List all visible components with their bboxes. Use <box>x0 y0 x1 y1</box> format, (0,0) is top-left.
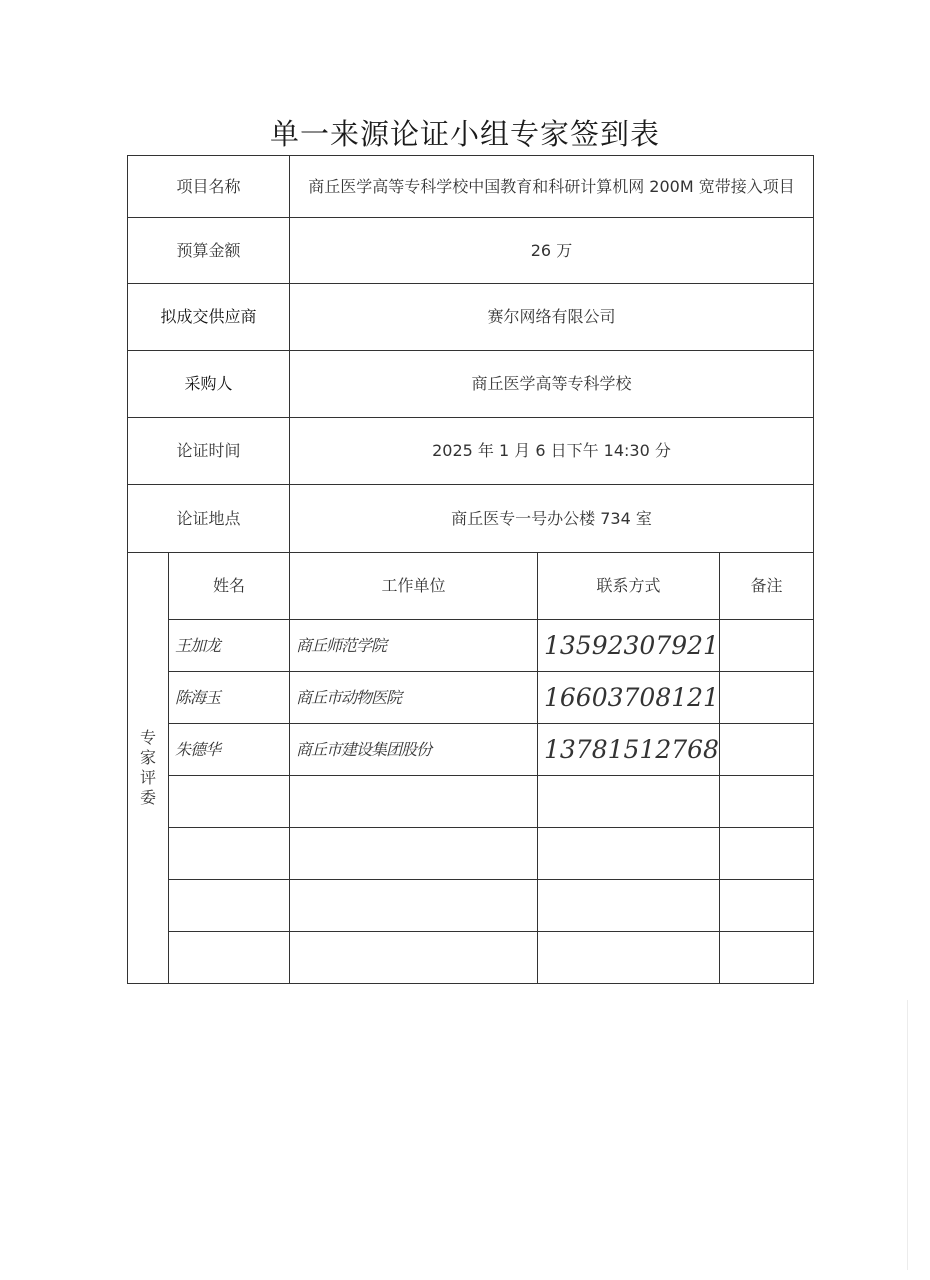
group-label-char: 评 <box>139 768 156 787</box>
purchaser-value: 商丘医学高等专科学校 <box>290 351 814 418</box>
header-contact: 联系方式 <box>538 553 720 620</box>
supplier-value: 赛尔网络有限公司 <box>290 284 814 351</box>
table-row <box>128 932 814 984</box>
header-unit: 工作单位 <box>290 553 538 620</box>
table-row <box>128 620 814 672</box>
expert-contact-cell <box>538 828 720 880</box>
expert-name-cell <box>169 828 290 880</box>
expert-contact-cell <box>538 776 720 828</box>
expert-remark <box>719 620 813 672</box>
expert-contact-handwritten: 13592307921 <box>538 620 720 672</box>
expert-remark <box>719 932 813 984</box>
expert-contact-cell <box>538 880 720 932</box>
form-title: 单一来源论证小组专家签到表 <box>269 117 660 151</box>
expert-name-signature: 陈海玉 <box>169 672 290 724</box>
expert-name-signature: 朱德华 <box>169 724 290 776</box>
expert-unit-handwritten: 商丘市建设集团股份 <box>290 724 538 776</box>
row-budget <box>128 218 814 284</box>
expert-unit-handwritten: 商丘市动物医院 <box>290 672 538 724</box>
table-row <box>128 880 814 932</box>
row-project-name <box>128 156 814 218</box>
expert-name-cell <box>169 880 290 932</box>
group-label-char: 家 <box>139 748 156 767</box>
table-row <box>128 672 814 724</box>
expert-unit-cell <box>290 932 538 984</box>
table-row <box>128 828 814 880</box>
group-label-char: 专 <box>139 728 156 747</box>
row-location <box>128 485 814 553</box>
project-name-value: 商丘医学高等专科学校中国教育和科研计算机网 200M 宽带接入项目 <box>290 156 814 218</box>
time-label: 论证时间 <box>128 418 290 485</box>
expert-name-signature: 王加龙 <box>169 620 290 672</box>
expert-unit-handwritten: 商丘师范学院 <box>290 620 538 672</box>
expert-remark <box>719 672 813 724</box>
header-remark: 备注 <box>719 553 813 620</box>
supplier-label: 拟成交供应商 <box>128 284 290 351</box>
row-supplier <box>128 284 814 351</box>
row-time <box>128 418 814 485</box>
location-value: 商丘医专一号办公楼 734 室 <box>290 485 814 553</box>
expert-contact-handwritten: 16603708121 <box>538 672 720 724</box>
time-value: 2025 年 1 月 6 日下午 14:30 分 <box>290 418 814 485</box>
expert-remark <box>719 880 813 932</box>
expert-header-row <box>128 553 814 620</box>
expert-signin-table <box>127 155 814 984</box>
table-row <box>128 724 814 776</box>
scan-shadow-line <box>907 1000 908 1270</box>
expert-unit-cell <box>290 880 538 932</box>
budget-label: 预算金额 <box>128 218 290 284</box>
location-label: 论证地点 <box>128 485 290 553</box>
project-name-label: 项目名称 <box>128 156 290 218</box>
table-row <box>128 776 814 828</box>
header-name: 姓名 <box>169 553 290 620</box>
expert-contact-handwritten: 13781512768 <box>538 724 720 776</box>
expert-name-cell <box>169 932 290 984</box>
expert-contact-cell <box>538 932 720 984</box>
expert-name-cell <box>169 776 290 828</box>
row-purchaser <box>128 351 814 418</box>
expert-remark <box>719 776 813 828</box>
expert-unit-cell <box>290 828 538 880</box>
expert-group-label <box>128 553 169 984</box>
expert-remark <box>719 828 813 880</box>
expert-remark <box>719 724 813 776</box>
purchaser-label: 采购人 <box>128 351 290 418</box>
budget-value: 26 万 <box>290 218 814 284</box>
group-label-char: 委 <box>139 788 156 807</box>
expert-unit-cell <box>290 776 538 828</box>
